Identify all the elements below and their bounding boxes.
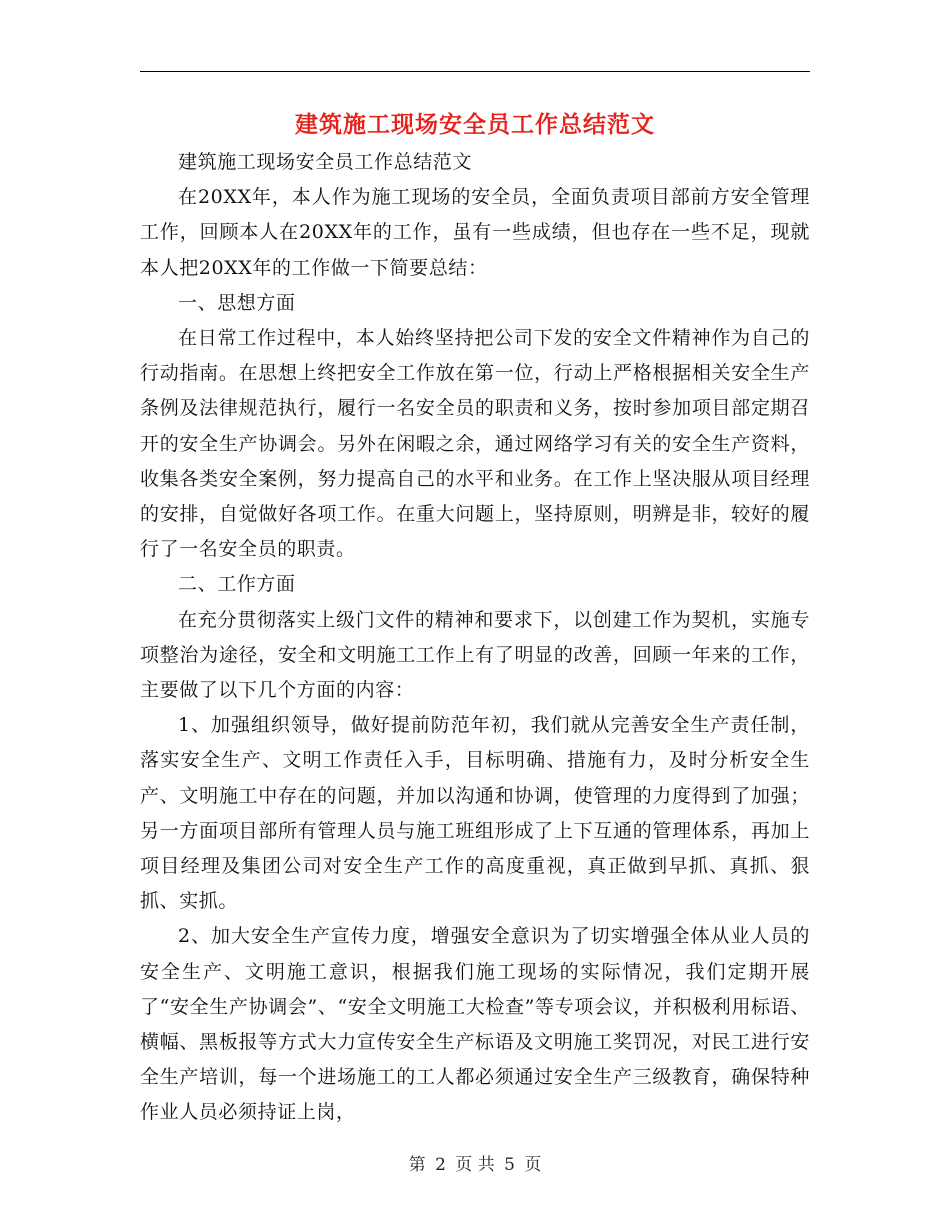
paragraph-subtitle: 建筑施工现场安全员工作总结范文 [178,151,473,173]
paragraph-thought: 在日常工作过程中，本人始终坚持把公司下发的安全文件精神作为自己的行动指南。在思想上终把安全工作放在第一位，行动上严格根据相关安全生产条例及法律规范执行，履行一名安全员的职责和义务，按时参加项目部定期召开的安全生产协调会。另外在闲暇之余，通过网络学习有关的安全生产资料，收集各类安全案例，努力提高自己的水平和业务。在工作上坚决服从项目经理的安排，自觉做好各项工作。在重大问题上，坚持原则，明辨是非，较好的履行了一名安全员的职责。 [140,327,810,561]
page-footer [140,1153,810,1177]
header-rule [140,71,810,72]
paragraph-intro: 在20XX年，本人作为施工现场的安全员，全面负责项目部前方安全管理工作，回顾本人在20XX年的工作，虽有一些成绩，但也存在一些不足，现就本人把20XX年的工作做一下简要总结： [140,186,810,279]
document-body [140,145,810,1131]
footer-middle: 页 共 [455,1155,495,1175]
paragraph-item-2: 2、加大安全生产宣传力度，增强安全意识为了切实增强全体从业人员的安全生产、文明施工意识，根据我们施工现场的实际情况，我们定期开展了“安全生产协调会”、“安全文明施工大检查”等专项会议，并积极利用标语、横幅、黑板报等方式大力宣传安全生产标语及文明施工奖罚况，对民工进行安全生产培训，每一个进场施工的工人都必须通过安全生产三级教育，确保特种作业人员必须持证上岗， [140,925,810,1124]
paragraph-item-1: 1、加强组织领导，做好提前防范年初，我们就从完善安全生产责任制，落实安全生产、文明工作责任入手，目标明确、措施有力，及时分析安全生产、文明施工中存在的问题，并加以沟通和协调，使管理的力度得到了加强；另一方面项目部所有管理人员与施工班组形成了上下互通的管理体系，再加上项目经理及集团公司对安全生产工作的高度重视，真正做到早抓、真抓、狠抓、实抓。 [140,714,810,913]
footer-page-number: 2 [435,1155,446,1175]
paragraph-work-intro: 在充分贯彻落实上级门文件的精神和要求下，以创建工作为契机，实施专项整治为途径，安全和文明施工工作上有了明显的改善，回顾一年来的工作，主要做了以下几个方面的内容： [140,608,810,702]
footer-suffix: 页 [524,1155,542,1175]
section-heading-work: 二、工作方面 [178,573,296,596]
footer-prefix: 第 [408,1155,426,1175]
document-title: 建筑施工现场安全员工作总结范文 [295,112,655,138]
footer-total-pages: 5 [504,1155,515,1175]
section-heading-thought: 一、思想方面 [178,291,296,314]
